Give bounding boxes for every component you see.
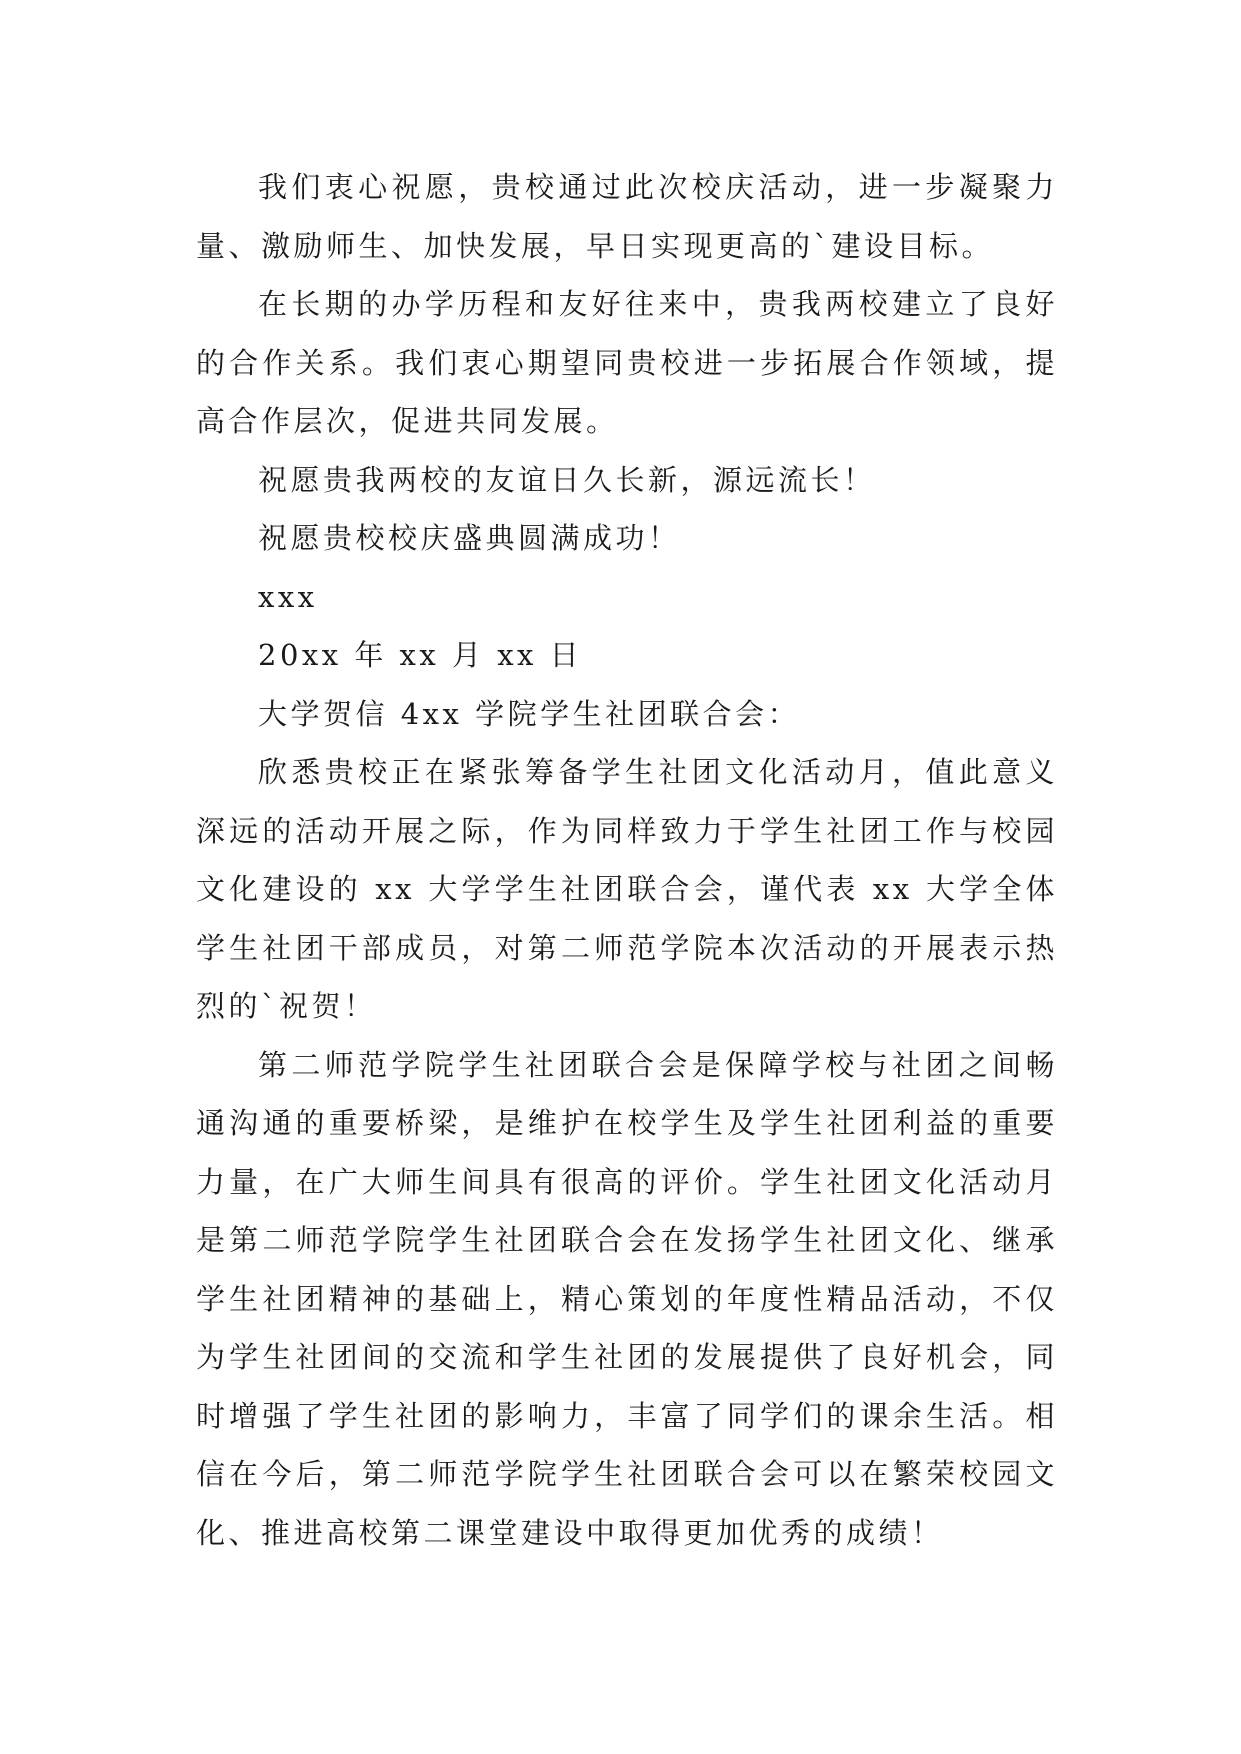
paragraph-celebration-wish: 祝愿贵校校庆盛典圆满成功！	[258, 521, 681, 555]
letter-body	[196, 158, 1058, 1562]
date-line: 20xx 年 xx 月 xx 日	[258, 638, 583, 672]
letter-heading: 大学贺信 4xx 学院学生社团联合会：	[258, 696, 801, 731]
signature: xxx	[258, 579, 318, 614]
paragraph-school-anniversary-wish: 我们衷心祝愿，贵校通过此次校庆活动，进一步凝聚力量、激励师生、加快发展，早日实现更高的`建设目标。	[196, 170, 1058, 263]
paragraph-congratulations: 欣悉贵校正在紧张筹备学生社团文化活动月，值此意义深远的活动开展之际，作为同样致力于学生社团工作与校园文化建设的 xx 大学学生社团联合会，谨代表 xx 大学全体学生社团干部成员，对第二师范学院本次活动的开展表示热烈的`祝贺！	[196, 755, 1058, 1023]
paragraph-cooperation: 在长期的办学历程和友好往来中，贵我两校建立了良好的合作关系。我们衷心期望同贵校进一步拓展合作领域，提高合作层次，促进共同发展。	[196, 287, 1058, 438]
paragraph-friendship-wish: 祝愿贵我两校的友谊日久长新，源远流长！	[258, 462, 876, 497]
paragraph-union-introduction: 第二师范学院学生社团联合会是保障学校与社团之间畅通沟通的重要桥梁，是维护在校学生及学生社团利益的重要力量，在广大师生间具有很高的评价。学生社团文化活动月是第二师范学院学生社团联合会在发扬学生社团文化、继承学生社团精神的基础上，精心策划的年度性精品活动，不仅为学生社团间的交流和学生社团的发展提供了良好机会，同时增强了学生社团的影响力，丰富了同学们的课余生活。相信在今后，第二师范学院学生社团联合会可以在繁荣校园文化、推进高校第二课堂建设中取得更加优秀的成绩！	[196, 1047, 1058, 1550]
